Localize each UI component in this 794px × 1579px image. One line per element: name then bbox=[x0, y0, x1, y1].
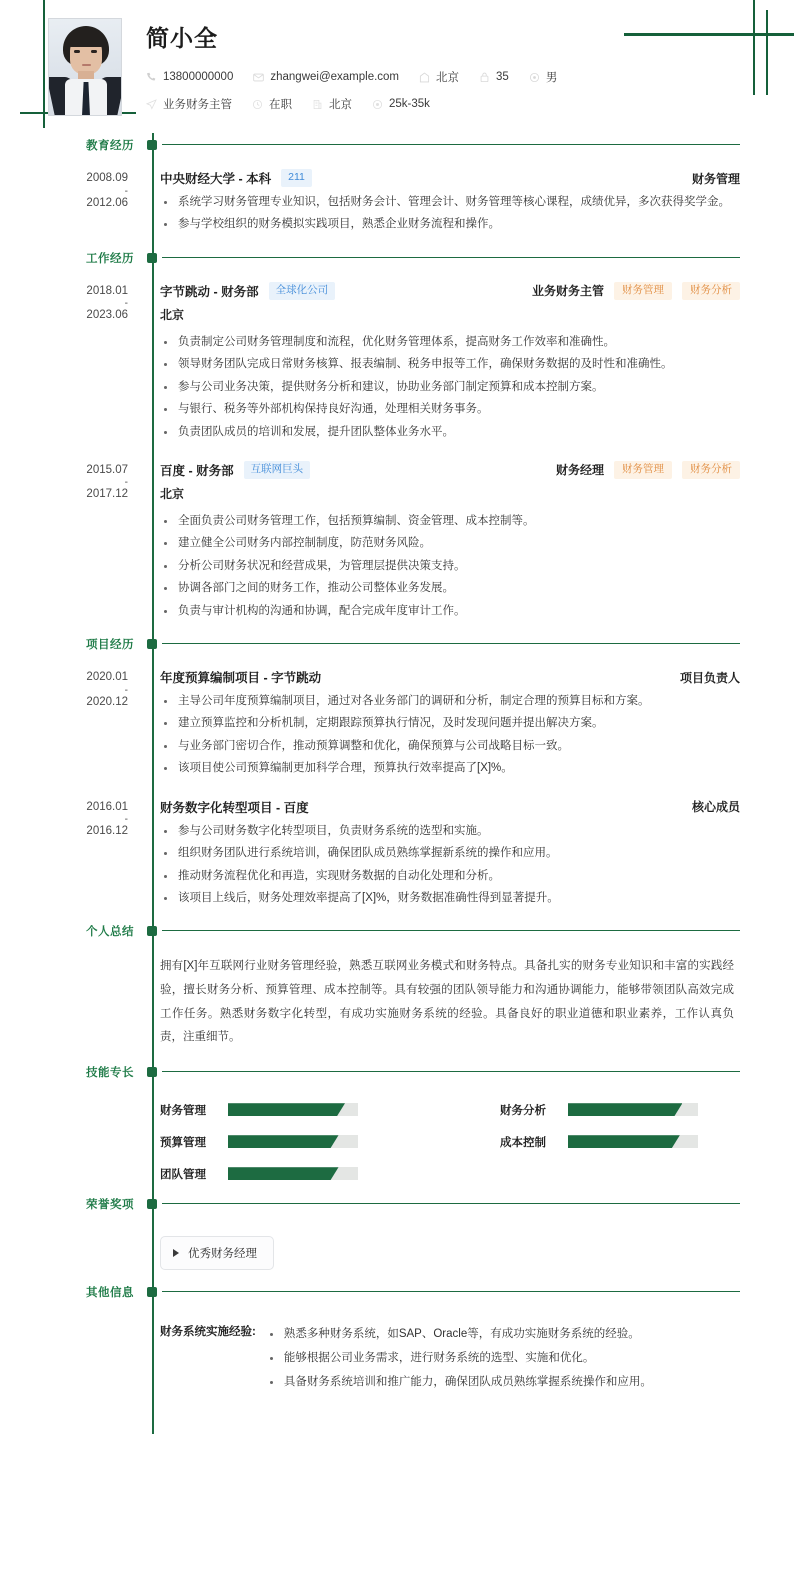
contact-email bbox=[253, 71, 399, 83]
section-header bbox=[0, 632, 794, 660]
entry-bullet: 组织财务团队进行系统培训，确保团队成员熟练掌握新系统的操作和应用。 bbox=[160, 842, 740, 864]
skill-item bbox=[160, 1102, 400, 1118]
entry-title-group bbox=[160, 461, 310, 479]
entry-title-group bbox=[160, 169, 312, 187]
skill-bar-fill bbox=[228, 1103, 345, 1116]
entry-bullet-list bbox=[160, 690, 740, 780]
salary-icon bbox=[372, 99, 383, 110]
section-header bbox=[0, 246, 794, 274]
entry-title-group bbox=[160, 668, 321, 686]
contact-gender bbox=[529, 69, 558, 85]
entry-badge: 211 bbox=[281, 169, 312, 187]
entry-bullet: 负责制定公司财务管理制度和流程，优化财务管理体系，提高财务工作效率和准确性。 bbox=[160, 331, 740, 353]
entry-date-separator: - bbox=[124, 477, 128, 489]
contact-age-text: 35 bbox=[496, 71, 509, 83]
contact-salary-text: 25k-35k bbox=[389, 98, 430, 110]
summary-date-spacer bbox=[0, 955, 140, 1049]
entry-subtitle: 北京 bbox=[160, 486, 185, 501]
entry-heading-row bbox=[160, 282, 740, 300]
entry-title: 字节跳动 - 财务部 bbox=[160, 284, 259, 299]
other-info-bullet: 熟悉多种财务系统，如SAP、Oracle等，有成功实施财务系统的经验。 bbox=[266, 1322, 740, 1346]
resume-body bbox=[0, 133, 794, 1434]
entry-heading-row bbox=[160, 798, 740, 816]
entry-subtitle: 北京 bbox=[160, 307, 185, 322]
entry-date-end: 2020.12 bbox=[86, 695, 128, 708]
contact-phone-text: 13800000000 bbox=[163, 71, 234, 83]
section-label: 个人总结 bbox=[86, 926, 134, 939]
other-info-bullet: 能够根据公司业务需求，进行财务系统的选型、实施和优化。 bbox=[266, 1346, 740, 1370]
entry-bullet: 推动财务流程优化和再造，实现财务数据的自动化处理和分析。 bbox=[160, 865, 740, 887]
skill-bar-track bbox=[228, 1167, 358, 1180]
other-info-bullet: 具备财务系统培训和推广能力，确保团队成员熟练掌握系统操作和应用。 bbox=[266, 1370, 740, 1394]
section bbox=[0, 1280, 794, 1404]
timeline-dot bbox=[147, 1199, 157, 1209]
contact-location bbox=[419, 69, 459, 85]
entry-role: 项目负责人 bbox=[679, 670, 740, 685]
entry-bullet: 全面负责公司财务管理工作，包括预算编制、资金管理、成本控制等。 bbox=[160, 510, 740, 532]
skill-label: 成本控制 bbox=[500, 1136, 546, 1149]
contact-email-text: zhangwei@example.com bbox=[270, 71, 400, 83]
entry-content bbox=[140, 798, 740, 910]
section-label: 荣誉奖项 bbox=[86, 1198, 134, 1211]
entry-content bbox=[140, 282, 740, 443]
entry-content bbox=[140, 169, 740, 236]
entry-heading-row bbox=[160, 169, 740, 187]
entry-date-end: 2012.06 bbox=[86, 196, 128, 209]
contact-phone bbox=[146, 71, 233, 83]
section bbox=[0, 919, 794, 1059]
skill-bar-track bbox=[568, 1103, 698, 1116]
play-triangle-icon bbox=[173, 1249, 179, 1257]
entry-date-end: 2023.06 bbox=[86, 309, 128, 322]
skill-bar-fill bbox=[228, 1135, 339, 1148]
entry-heading-row bbox=[160, 461, 740, 479]
section-header bbox=[0, 1280, 794, 1308]
skill-label: 财务管理 bbox=[160, 1104, 206, 1117]
entry-title: 年度预算编制项目 - 字节跳动 bbox=[160, 671, 322, 686]
entry-tag: 财务分析 bbox=[682, 282, 740, 300]
entry-bullet-list bbox=[160, 331, 740, 443]
location-icon bbox=[419, 72, 430, 83]
resume-header bbox=[0, 0, 794, 133]
contact-row-secondary bbox=[146, 96, 774, 112]
entry-badge: 全球化公司 bbox=[269, 282, 336, 300]
section-divider bbox=[162, 1291, 740, 1292]
summary-entry bbox=[0, 947, 794, 1059]
entry-date-separator: - bbox=[124, 814, 128, 826]
entry-title-group bbox=[160, 798, 309, 816]
section-label: 教育经历 bbox=[86, 140, 134, 152]
gender-icon bbox=[529, 72, 540, 83]
entry-bullet-list bbox=[160, 820, 740, 910]
section-divider bbox=[162, 144, 740, 145]
entry-title: 百度 - 财务部 bbox=[160, 463, 234, 478]
contact-work-city bbox=[312, 96, 352, 112]
entry-role-group bbox=[692, 798, 740, 815]
contact-location-text: 北京 bbox=[436, 72, 460, 84]
entry-date-separator: - bbox=[124, 684, 128, 696]
skills-grid bbox=[160, 1096, 740, 1182]
entry-role-group bbox=[692, 170, 740, 187]
timeline-entry bbox=[0, 660, 794, 790]
job-icon bbox=[146, 99, 157, 110]
page-title: 简小全 bbox=[146, 25, 218, 51]
summary-text: 拥有[X]年互联网行业财务管理经验，熟悉互联网业务模式和财务特点。具备扎实的财务专业知识和丰富的实践经验，擅长财务分析、预算管理、成本控制等。具有较强的团队领导能力和沟通协调能力，能够带领团队高效完成工作任务。熟悉财务数字化转型，有成功实施财务系统的经验。具备良好的职业道德和职业素养，工作认真负责，注重细节。 bbox=[160, 960, 734, 1044]
entry-bullet: 该项目上线后，财务处理效率提高了[X]%，财务数据准确性得到显著提升。 bbox=[160, 887, 740, 909]
section-header bbox=[0, 1060, 794, 1088]
timeline-dot bbox=[147, 1287, 157, 1297]
contact-salary bbox=[372, 98, 430, 110]
honors-date-spacer bbox=[0, 1228, 140, 1270]
section-label: 其他信息 bbox=[86, 1286, 134, 1299]
contact-work-city-text: 北京 bbox=[329, 99, 352, 111]
honors-content bbox=[140, 1228, 740, 1270]
entry-date-start: 2018.01 bbox=[86, 284, 128, 297]
entry-role: 核心成员 bbox=[691, 800, 740, 815]
skill-bar-fill bbox=[228, 1167, 339, 1180]
entry-date bbox=[0, 282, 140, 443]
entry-tag: 财务管理 bbox=[614, 461, 672, 479]
entry-bullet-list bbox=[160, 191, 740, 236]
honors-entry bbox=[0, 1220, 794, 1280]
entry-title: 中央财经大学 - 本科 bbox=[160, 172, 272, 186]
skill-bar-track bbox=[568, 1135, 698, 1148]
section-divider bbox=[162, 643, 740, 644]
entry-bullet: 建立预算监控和分析机制，定期跟踪预算执行情况，及时发现问题并提出解决方案。 bbox=[160, 712, 740, 734]
other-info-list bbox=[266, 1322, 740, 1394]
contact-job-title bbox=[146, 96, 232, 112]
timeline-dot bbox=[147, 1067, 157, 1077]
entry-bullet-list bbox=[160, 510, 740, 622]
section-header bbox=[0, 133, 794, 161]
entry-date bbox=[0, 169, 140, 236]
section bbox=[0, 632, 794, 919]
section-divider bbox=[162, 930, 740, 931]
entry-date-end: 2016.12 bbox=[86, 825, 128, 838]
entry-bullet: 参与公司业务决策，提供财务分析和建议，协助业务部门制定预算和成本控制方案。 bbox=[160, 376, 740, 398]
skill-label: 团队管理 bbox=[160, 1168, 206, 1181]
city-icon bbox=[312, 99, 323, 110]
entry-date-start: 2020.01 bbox=[86, 671, 128, 684]
contact-age bbox=[479, 71, 509, 83]
timeline-entry bbox=[0, 790, 794, 920]
skill-label: 财务分析 bbox=[500, 1104, 546, 1117]
entry-date-separator: - bbox=[124, 298, 128, 310]
entry-bullet: 负责与审计机构的沟通和协调，配合完成年度审计工作。 bbox=[160, 600, 740, 622]
entry-tag: 财务分析 bbox=[682, 461, 740, 479]
age-icon bbox=[479, 72, 490, 83]
entry-title-group bbox=[160, 282, 335, 300]
contact-work-status-text: 在职 bbox=[269, 99, 292, 111]
timeline-entry bbox=[0, 274, 794, 453]
entry-content bbox=[140, 461, 740, 622]
entry-date-start: 2016.01 bbox=[86, 800, 128, 813]
entry-bullet: 该项目使公司预算编制更加科学合理，预算执行效率提高了[X]%。 bbox=[160, 757, 740, 779]
entry-date-start: 2008.09 bbox=[86, 172, 128, 184]
timeline-dot bbox=[147, 639, 157, 649]
section-divider bbox=[162, 1203, 740, 1204]
section bbox=[0, 1060, 794, 1192]
entry-content bbox=[140, 668, 740, 780]
skills-entry bbox=[0, 1088, 794, 1192]
entry-heading-row bbox=[160, 668, 740, 686]
section-header bbox=[0, 919, 794, 947]
entry-bullet: 协调各部门之间的财务工作，推动公司整体业务发展。 bbox=[160, 577, 740, 599]
contact-work-status bbox=[252, 96, 292, 112]
section-divider bbox=[162, 257, 740, 258]
entry-date bbox=[0, 668, 140, 780]
entry-bullet: 负责团队成员的培训和发展，提升团队整体业务水平。 bbox=[160, 421, 740, 443]
entry-bullet: 与业务部门密切合作，推动预算调整和优化，确保预算与公司战略目标一致。 bbox=[160, 735, 740, 757]
skill-item bbox=[500, 1102, 740, 1118]
skill-item bbox=[160, 1134, 400, 1150]
skill-bar-track bbox=[228, 1103, 358, 1116]
entry-bullet: 主导公司年度预算编制项目，通过对各业务部门的调研和分析，制定合理的预算目标和方案。 bbox=[160, 690, 740, 712]
entry-date bbox=[0, 461, 140, 622]
other-info-row bbox=[160, 1316, 740, 1394]
entry-bullet: 参与学校组织的财务模拟实践项目，熟悉企业财务流程和操作。 bbox=[160, 213, 740, 235]
status-icon bbox=[252, 99, 263, 110]
skills-date-spacer bbox=[0, 1096, 140, 1182]
skill-bar-fill bbox=[568, 1103, 682, 1116]
summary-content bbox=[140, 955, 740, 1049]
entry-date-separator: - bbox=[124, 185, 128, 197]
section-header bbox=[0, 1192, 794, 1220]
skill-bar-track bbox=[228, 1135, 358, 1148]
skill-bar-fill bbox=[568, 1135, 680, 1148]
timeline-dot bbox=[147, 253, 157, 263]
entry-title: 财务数字化转型项目 - 百度 bbox=[160, 800, 309, 815]
entry-role: 财务经理 bbox=[555, 463, 604, 478]
section-label: 技能专长 bbox=[86, 1066, 134, 1079]
section-divider bbox=[162, 1071, 740, 1072]
skill-item bbox=[500, 1134, 740, 1150]
section bbox=[0, 246, 794, 632]
skill-label: 预算管理 bbox=[160, 1136, 206, 1149]
entry-role-group bbox=[556, 461, 740, 479]
entry-role: 财务管理 bbox=[691, 171, 740, 186]
entry-date-start: 2015.07 bbox=[86, 463, 128, 476]
entry-date bbox=[0, 798, 140, 910]
skill-item bbox=[160, 1166, 400, 1182]
entry-tag: 财务管理 bbox=[614, 282, 672, 300]
timeline-entry bbox=[0, 161, 794, 246]
entry-role-group bbox=[532, 282, 740, 300]
other-info-label: 财务系统实施经验: bbox=[160, 1325, 256, 1338]
section bbox=[0, 133, 794, 246]
other-info-content bbox=[140, 1316, 740, 1394]
contact-job-title-text: 业务财务主管 bbox=[163, 99, 232, 111]
timeline-entry bbox=[0, 453, 794, 632]
entry-role-group bbox=[680, 669, 740, 686]
entry-bullet: 系统学习财务管理专业知识，包括财务会计、管理会计、财务管理等核心课程，成绩优异，多次获得奖学金。 bbox=[160, 191, 740, 213]
entry-role: 业务财务主管 bbox=[531, 284, 604, 299]
entry-bullet: 与银行、税务等外部机构保持良好沟通，处理相关财务事务。 bbox=[160, 398, 740, 420]
honor-chip[interactable] bbox=[160, 1236, 274, 1270]
other-info-entry bbox=[0, 1308, 794, 1404]
contact-gender-text: 男 bbox=[545, 72, 558, 84]
avatar bbox=[48, 18, 122, 116]
contact-row-primary bbox=[146, 69, 774, 85]
mail-icon bbox=[253, 72, 264, 83]
skills-content bbox=[140, 1096, 740, 1182]
entry-badge: 互联网巨头 bbox=[244, 461, 311, 479]
entry-bullet: 领导财务团队完成日常财务核算、报表编制、税务申报等工作，确保财务数据的及时性和准确性。 bbox=[160, 353, 740, 375]
section-label: 工作经历 bbox=[86, 252, 134, 265]
timeline-dot bbox=[147, 140, 157, 150]
entry-date-end: 2017.12 bbox=[86, 488, 128, 501]
entry-bullet: 参与公司财务数字化转型项目，负责财务系统的选型和实施。 bbox=[160, 820, 740, 842]
entry-bullet: 建立健全公司财务内部控制制度，防范财务风险。 bbox=[160, 532, 740, 554]
phone-icon bbox=[146, 72, 157, 83]
section-label: 项目经历 bbox=[86, 639, 134, 652]
honor-label: 优秀财务经理 bbox=[188, 1247, 257, 1260]
other-date-spacer bbox=[0, 1316, 140, 1394]
entry-bullet: 分析公司财务状况和经营成果，为管理层提供决策支持。 bbox=[160, 555, 740, 577]
timeline-dot bbox=[147, 926, 157, 936]
section bbox=[0, 1192, 794, 1280]
